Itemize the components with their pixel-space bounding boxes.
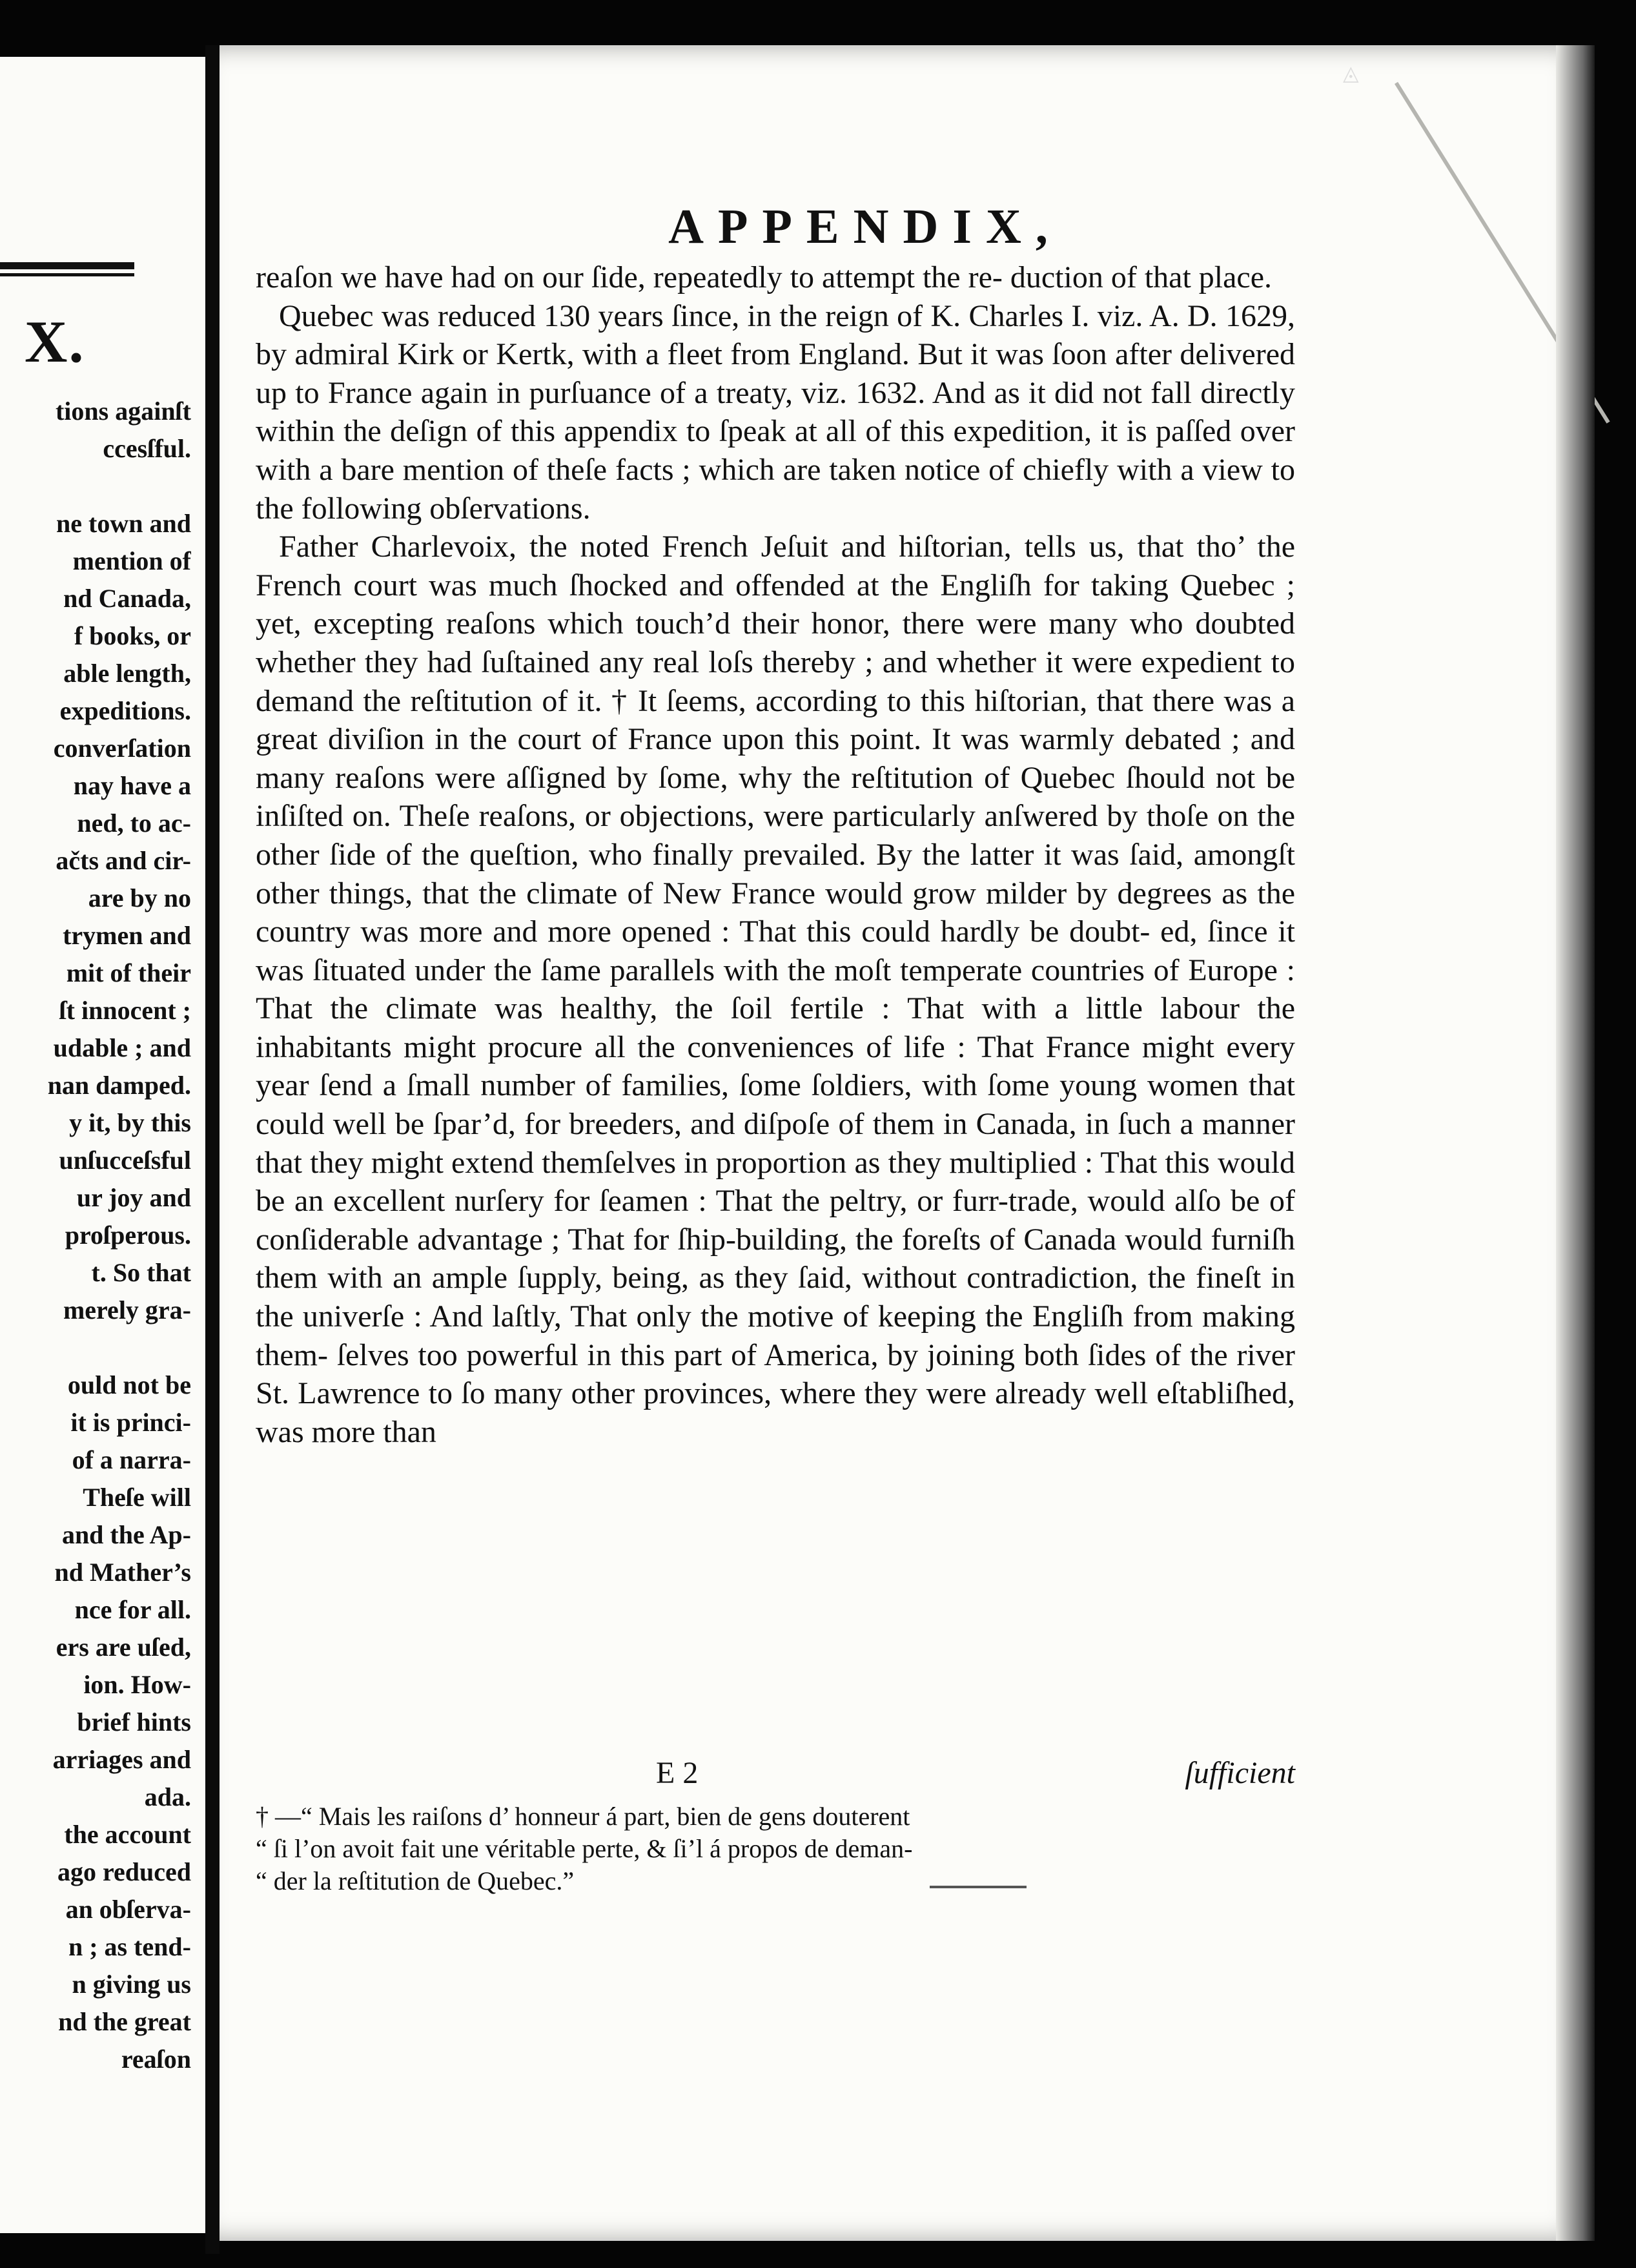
page-edge-shadow <box>1556 45 1595 2241</box>
left-line: expeditions. <box>59 696 191 725</box>
left-line: nd the great <box>58 2007 191 2036</box>
catchword: ſufficient <box>1185 1756 1295 1790</box>
left-line: udable ; and <box>53 1033 191 1062</box>
corner-scan-mark-icon: ◬ <box>1343 61 1359 85</box>
left-line: nd Mather’s <box>54 1558 191 1587</box>
left-page-double-rule-top <box>0 262 134 269</box>
left-line: nay have a <box>73 771 191 800</box>
left-line: arriages and <box>52 1745 191 1774</box>
left-page-text-lines <box>0 393 191 2078</box>
left-line: nce for all. <box>74 1595 191 1624</box>
left-line: ne town and <box>56 509 191 538</box>
left-line: ned, to ac- <box>77 809 191 838</box>
signature-mark: E 2 <box>656 1756 699 1790</box>
left-line: f books, or <box>74 621 191 650</box>
left-line <box>0 468 191 505</box>
footnote-line: “ der la reſtitution de Quebec.” <box>256 1866 575 1895</box>
left-line: ačts and cir- <box>56 846 191 875</box>
main-page <box>220 45 1595 2241</box>
paragraph-continuation: reaſon we have had on our ſide, repeatedly to attempt the re- duction of that place. <box>256 260 1273 294</box>
running-head: APPENDIX, <box>668 200 1062 254</box>
left-line: Theſe will <box>83 1483 191 1512</box>
left-line: ſt innocent ; <box>59 996 191 1025</box>
left-line: n giving us <box>72 1970 191 1999</box>
footnote-line: † —“ Mais les raiſons d’ honneur á part, bien de gens douterent <box>256 1802 910 1831</box>
paragraph-quebec-reduced: Quebec was reduced 130 years ſince, in the reign of K. Charles I. viz. A. D. 1629, by admiral Kirk or Kertk, with a fleet from England. But it was ſoon after delivered up to France again in purſuance of a treaty, viz. 1632. And as it did not fall directly within the deſign of this appendix to ſpeak at all of this expedition, it is paſſed over with a bare mention of theſe facts ; which are taken notice of chiefly with a view to the following obſervations. <box>256 298 1295 526</box>
closing-rule <box>930 1886 1027 1888</box>
left-line: converſation <box>53 734 191 763</box>
book-gutter <box>205 45 220 2254</box>
left-line: an obſerva- <box>65 1895 191 1924</box>
footnote <box>256 1800 1295 1897</box>
left-line: mit of their <box>66 958 191 987</box>
left-line: ion. How- <box>83 1670 191 1699</box>
left-line: mention of <box>72 546 191 575</box>
facing-page-fragment <box>0 57 208 2233</box>
left-line: merely gra- <box>63 1295 191 1325</box>
paragraph-charlevoix: Father Charlevoix, the noted French Jeſuit and hiſtorian, tells us, that tho’ the French court was much ſhocked and offended at the Engliſh for taking Quebec ; yet, excepting reaſons which touch’d their honor, there were many who doubted whether they had ſuſtained any real loſs thereby ; and whether it were expedient to demand the reſtitution of it. † It ſeems, according to this hiſtorian, that there was a great diviſion in the court of France upon this point. It was warmly debated ; and many reaſons were aſſigned by ſome, why the reſtitution of Quebec ſhould not be inſiſted on. Theſe reaſons, or objections, were particularly anſwered by thoſe on the other ſide of the queſtion, who finally prevailed. By the latter it was ſaid, amongſt other things, that the climate of New France would grow milder by degrees as the country was more and more opened : That this could hardly be doubt- ed, ſince it was ſituated under the ſame parallels with the moſt temperate countries of Europe : That the climate was healthy, the ſoil fertile : That with a little labour the inhabitants might procure all the conveniences of life : That France might every year ſend a ſmall number of families, ſome ſoldiers, with ſome young women that could well be ſpar’d, for breeders, and diſpoſe of them in Canada, in ſuch a manner that they might extend themſelves in proportion as they multiplied : That this would be an excellent nurſery for ſeamen : That the peltry, or furr-trade, would alſo be of conſiderable advantage ; That for ſhip-building, the foreſts of Canada would furniſh them with an ample ſupply, being, as they ſaid, without contradiction, the fineſt in the univerſe : And laſtly, That only the motive of keeping the Engliſh from making them- ſelves too powerful in this part of America, by joining both ſides of the river St. Lawrence to ſo many other provinces, where they were already well eſtabliſhed, was more than <box>256 530 1295 1449</box>
left-line: y it, by this <box>69 1108 191 1137</box>
left-line: the account <box>64 1820 191 1849</box>
left-line <box>0 1329 191 1366</box>
left-page-heading: X. <box>25 309 85 375</box>
page-foot-line <box>256 1755 1295 1794</box>
left-line: n ; as tend- <box>68 1932 191 1961</box>
left-line: ccesſful. <box>103 434 191 463</box>
left-line: trymen and <box>63 921 191 950</box>
left-line: of a narra- <box>72 1445 191 1474</box>
footnote-line: “ ſi l’on avoit fait une véritable perte, & ſi’l á propos de deman- <box>256 1834 913 1863</box>
left-line: ago reduced <box>57 1857 191 1886</box>
left-line: ur joy and <box>76 1183 191 1212</box>
left-line: able length, <box>63 659 191 688</box>
left-line: are by no <box>88 883 191 912</box>
body-text <box>256 258 1295 1451</box>
left-line: reaſon <box>121 2045 191 2074</box>
left-line: proſperous. <box>65 1221 191 1250</box>
left-line: t. So that <box>91 1258 191 1287</box>
left-line: unſucceſsful <box>59 1146 191 1175</box>
left-line: ers are uſed, <box>56 1633 191 1662</box>
left-page-double-rule-bottom <box>0 273 134 276</box>
left-line: nan damped. <box>47 1071 191 1100</box>
left-line: ada. <box>144 1782 191 1811</box>
left-line: and the Ap- <box>61 1520 191 1549</box>
left-line: tions againſt <box>55 397 191 426</box>
left-line: it is princi- <box>70 1408 191 1437</box>
left-line: brief hints <box>77 1707 191 1737</box>
left-line: ould not be <box>67 1370 191 1399</box>
left-line: nd Canada, <box>63 584 191 613</box>
